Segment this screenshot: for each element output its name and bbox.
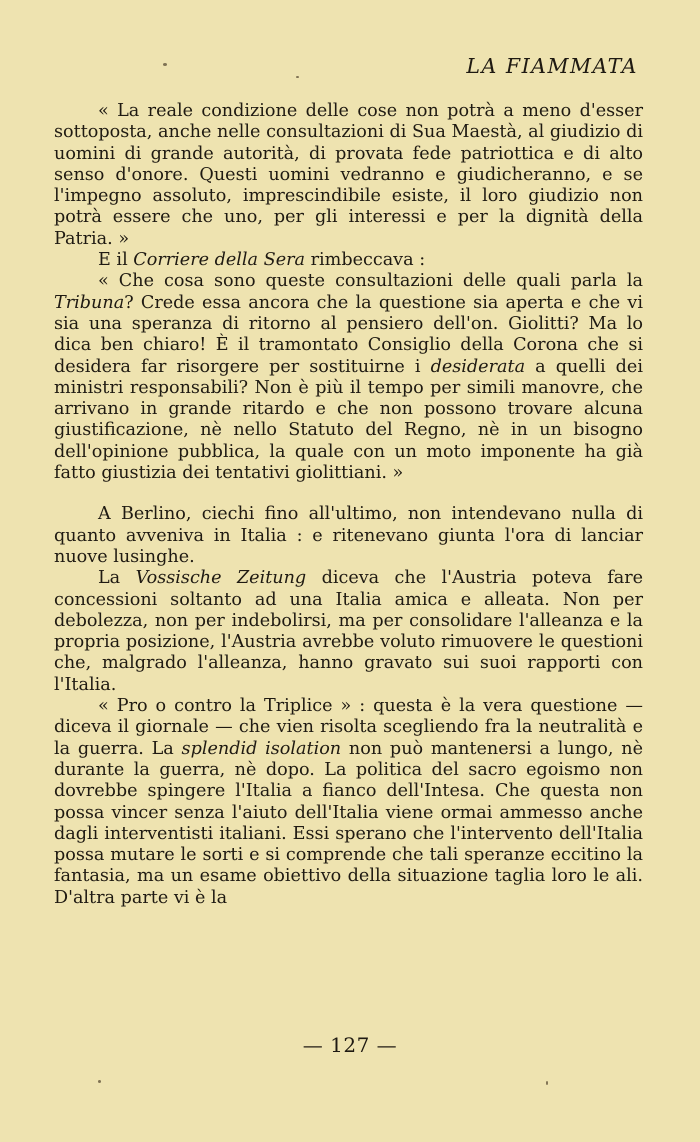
- page-speck: [546, 1081, 548, 1085]
- paragraph-vossische: [54, 568, 643, 696]
- section-gap: [54, 484, 643, 504]
- paragraph-triplice: [54, 696, 643, 909]
- italic-term: desiderata: [430, 356, 526, 377]
- text-run: E il: [98, 250, 134, 271]
- paragraph-corriere-intro: [54, 250, 643, 271]
- text-run: « Che cosa sono queste consultazioni delle quali parla la: [98, 271, 643, 292]
- page-speck: [296, 76, 299, 78]
- quote-tribuna: « La reale condizione delle cose non potrà a meno d'esser sottoposta, anche nelle consultazioni di Sua Maestà, al giudizio di uomini di grande autorità, di provata fede patriottica e di alto senso d'onore. Questi uomini vedranno e giudicheranno, e se l'impegno assoluto, imprescindibile esiste, il loro giudizio non potrà essere che uno, per gli interessi e per la dignità della Patria. »: [54, 101, 643, 249]
- paragraph-berlino: A Berlino, ciechi fino all'ultimo, non intendevano nulla di quanto avveniva in Italia : e ritenevano giunta l'ora di lanciar nuove lusinghe.: [54, 504, 643, 567]
- text-run: a quelli dei ministri responsabili? Non è più il tempo per simili manovre, che arrivano in grande ritardo e che non possono trovare alcuna giustificazione, nè nello Statuto del Regno, nè in un bisogno dell'opinione pubblica, la quale con un moto imponente ha già fatto giustizia dei tentativi giolittiani. »: [54, 356, 643, 484]
- quote-corriere: [54, 271, 643, 484]
- running-title: LA FIAMMATA: [466, 54, 638, 78]
- text-run: « Pro o contro la Triplice » : questa è la vera questione — diceva il giornale — che vien risolta scegliendo fra la neutralità e la guerra. La: [54, 696, 643, 759]
- page-number: — 127 —: [302, 1033, 398, 1057]
- text-run: ? Crede essa ancora che la questione sia aperta e che vi sia una speranza di ritorno al pensiero dell'on. Giolitti? Ma lo dica ben chiaro! È il tramontato Consiglio della Corona che si desidera far risorgere per sostituirne i: [54, 292, 643, 377]
- page-speck: [98, 1080, 101, 1083]
- text-run: diceva che l'Austria poteva fare concessioni soltanto ad una Italia amica e alleata. Non per debolezza, non per indebolirsi, ma per consolidare l'alleanza e la propria posizione, l'Austria avrebbe voluto rimuovere le questioni che, malgrado l'alleanza, hanno gravato sui suoi rapporti con l'Italia.: [54, 568, 644, 695]
- text-run: non può mantenersi a lungo, nè durante la guerra, nè dopo. La politica del sacro egoismo non dovrebbe spingere l'Italia a fianco dell'Intesa. Che questa non possa vincer senza l'aiuto dell'Italia viene ormai ammesso anche dagli interventisti italiani. Essi sperano che l'intervento dell'Italia possa mutare le sorti e si comprende che tali speranze eccitino la fantasia, ma un esame obiettivo della situazione taglia loro le ali. D'altra parte vi è la: [54, 738, 643, 908]
- newspaper-name: Corriere della Sera: [133, 250, 305, 271]
- text-run: La: [98, 568, 136, 589]
- newspaper-name: Vossische Zeitung: [135, 568, 307, 589]
- italic-term: splendid isolation: [181, 738, 342, 759]
- text-run: rimbeccava :: [305, 250, 426, 271]
- page-speck: [163, 63, 167, 66]
- body-text: [54, 101, 643, 909]
- newspaper-name: Tribuna: [54, 292, 125, 313]
